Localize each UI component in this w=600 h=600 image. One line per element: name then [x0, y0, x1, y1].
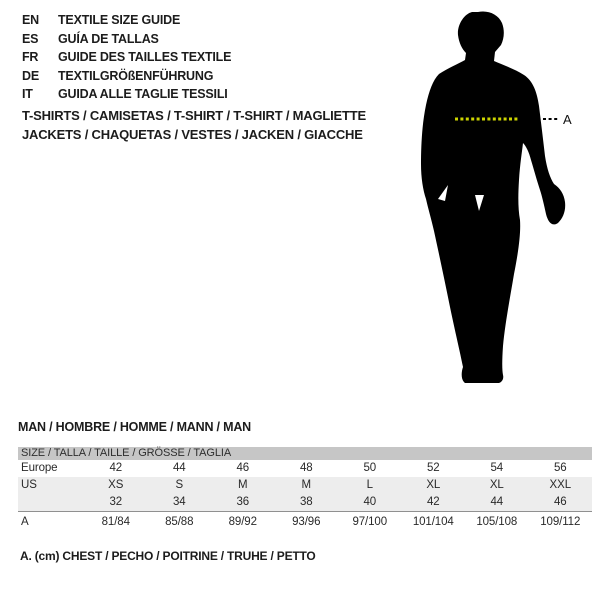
- size-cell: 40: [338, 494, 402, 512]
- size-cell: 56: [553, 462, 567, 474]
- size-table: [18, 447, 592, 532]
- language-title: GUIDE DES TAILLES TEXTILE: [58, 50, 232, 64]
- language-row: [22, 85, 231, 104]
- section-title-man: MAN / HOMBRE / HOMME / MANN / MAN: [18, 420, 251, 434]
- language-row: [22, 30, 231, 49]
- size-cell: XL: [465, 477, 529, 494]
- size-cell: 105/108: [465, 512, 529, 533]
- language-code: IT: [22, 87, 33, 101]
- table-row-us: [18, 477, 592, 494]
- language-title: TEXTILGRÖßENFÜHRUNG: [58, 68, 214, 83]
- size-cell: 44: [172, 462, 186, 474]
- size-cell: 34: [148, 494, 212, 512]
- category-list: [22, 107, 366, 144]
- size-cell: M: [275, 477, 339, 494]
- size-cell: 48: [299, 462, 313, 474]
- table-row-numeric: [18, 494, 592, 512]
- language-title: GUÍA DE TALLAS: [58, 31, 159, 46]
- size-cell: 46: [236, 462, 250, 474]
- language-code: ES: [22, 31, 39, 46]
- table-header-row: [18, 447, 592, 460]
- size-cell: 32: [84, 494, 148, 512]
- size-cell: 52: [426, 462, 440, 474]
- category-jackets: JACKETS / CHAQUETAS / VESTES / JACKEN / GIACCHE: [22, 126, 363, 142]
- table-row-chest-a: [18, 512, 592, 533]
- language-code: FR: [22, 50, 39, 64]
- man-silhouette-figure: [402, 4, 578, 400]
- size-cell: 44: [465, 494, 529, 512]
- language-code: DE: [22, 68, 39, 83]
- language-list: [22, 11, 231, 104]
- size-cell: L: [338, 477, 402, 494]
- size-cell: 85/88: [148, 512, 212, 533]
- size-cell: 46: [529, 494, 593, 512]
- category-tshirts: T-SHIRTS / CAMISETAS / T-SHIRT / T-SHIRT / MAGLIETTE: [22, 108, 366, 123]
- size-cell: XXL: [529, 477, 593, 494]
- size-cell: 109/112: [529, 512, 593, 533]
- size-cell: 42: [109, 462, 123, 474]
- language-code: EN: [22, 13, 39, 27]
- language-row: [22, 67, 231, 86]
- size-cell: 42: [402, 494, 466, 512]
- size-cell: M: [211, 477, 275, 494]
- measurement-legend: A. (cm) CHEST / PECHO / POITRINE / TRUHE / PETTO: [20, 549, 316, 563]
- size-cell: 97/100: [338, 512, 402, 533]
- size-cell: 36: [211, 494, 275, 512]
- row-label: [18, 494, 84, 512]
- size-cell: 54: [490, 462, 504, 474]
- size-cell: XL: [402, 477, 466, 494]
- row-label: A: [18, 512, 84, 533]
- language-row: [22, 48, 231, 67]
- table-row-europe: [18, 460, 592, 477]
- row-label: US: [18, 477, 84, 494]
- size-cell: S: [148, 477, 212, 494]
- size-cell: 38: [275, 494, 339, 512]
- measure-a-label: A: [563, 112, 572, 127]
- size-cell: XS: [84, 477, 148, 494]
- size-cell: 93/96: [275, 512, 339, 533]
- size-cell: 50: [363, 462, 377, 474]
- size-cell: 89/92: [211, 512, 275, 533]
- size-cell: 81/84: [84, 512, 148, 533]
- row-label: Europe: [21, 462, 58, 474]
- table-header-label: SIZE / TALLA / TAILLE / GRÖSSE / TAGLIA: [18, 447, 592, 460]
- language-row: [22, 11, 231, 30]
- language-title: GUIDA ALLE TAGLIE TESSILI: [58, 87, 228, 101]
- language-title: TEXTILE SIZE GUIDE: [58, 13, 181, 27]
- size-cell: 101/104: [402, 512, 466, 533]
